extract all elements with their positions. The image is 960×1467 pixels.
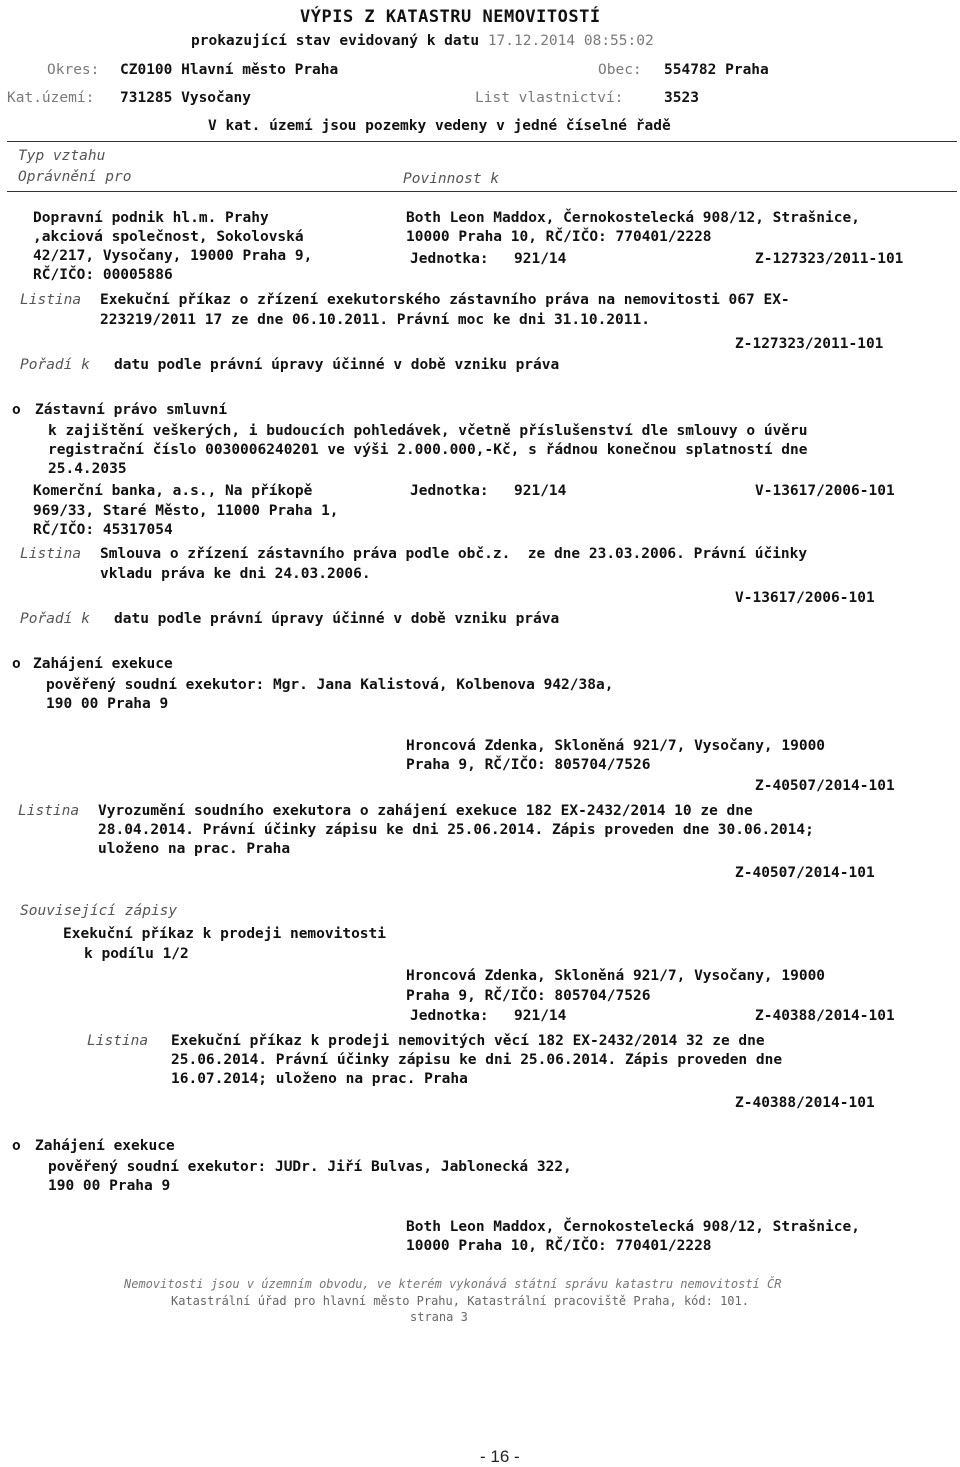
entry1-creditor-line-3: 42/217, Vysočany, 19000 Praha 9, bbox=[33, 248, 313, 264]
entry3-listina-label: Listina bbox=[18, 803, 80, 819]
subtitle-prefix: prokazující stav evidovaný k datu bbox=[191, 33, 480, 49]
entry3-desc-line-2: 190 00 Praha 9 bbox=[46, 696, 169, 712]
footer-line-1: Nemovitosti jsou v územním obvodu, ve kterém vykonává státní správu katastru nemovitostí ČR bbox=[124, 1277, 782, 1291]
souvisejici-heading-line-1: Exekuční příkaz k prodeji nemovitosti bbox=[63, 926, 387, 942]
entry2-reference: V-13617/2006-101 bbox=[755, 483, 895, 499]
obec-label: Obec: bbox=[598, 62, 642, 78]
column-povinnost-k: Povinnost k bbox=[403, 171, 500, 187]
entry3-listina-line-2: 28.04.2014. Právní účinky zápisu ke dni 25.06.2014. Zápis proveden dne 30.06.2014; bbox=[98, 822, 814, 838]
entry2-creditor-line-3: RČ/IČO: 45317054 bbox=[33, 522, 173, 538]
entry2-listina-label: Listina bbox=[20, 546, 82, 562]
entry2-desc-line-1: k zajištění veškerých, i budoucích pohledávek, včetně příslušenství dle smlouvy o úvěru bbox=[48, 423, 808, 439]
souvisejici-listina-line-2: 25.06.2014. Právní účinky zápisu ke dni 25.06.2014. Zápis proveden dne bbox=[171, 1052, 783, 1068]
souvisejici-heading-line-2: k podílu 1/2 bbox=[84, 946, 189, 962]
entry3-listina-line-1: Vyrozumění soudního exekutora o zahájení exekuce 182 EX-2432/2014 10 ze dne bbox=[98, 803, 753, 819]
souvisejici-zapisy-label: Související zápisy bbox=[20, 903, 178, 919]
list-vlastnictvi-label: List vlastnictví: bbox=[475, 90, 624, 106]
souvisejici-obligor-line-1: Hroncová Zdenka, Skloněná 921/7, Vysočany, 19000 bbox=[406, 968, 826, 984]
entry3-heading: Zahájení exekuce bbox=[33, 656, 173, 672]
entry1-poradi-label: Pořadí k bbox=[20, 357, 90, 373]
katuzemi-value: 731285 Vysočany bbox=[120, 90, 251, 106]
entry3-obligor-line-1: Hroncová Zdenka, Skloněná 921/7, Vysočany, 19000 bbox=[406, 738, 826, 754]
entry4-desc-line-1: pověřený soudní exekutor: JUDr. Jiří Bulvas, Jablonecká 322, bbox=[48, 1159, 572, 1175]
entry1-creditor-line-1: Dopravní podnik hl.m. Prahy bbox=[33, 210, 269, 226]
entry4-heading: Zahájení exekuce bbox=[35, 1138, 175, 1154]
extract-timestamp: 17.12.2014 08:55:02 bbox=[487, 33, 654, 49]
column-typ-vztahu: Typ vztahu bbox=[18, 148, 106, 164]
entry3-obligor-line-2: Praha 9, RČ/IČO: 805704/7526 bbox=[406, 757, 651, 773]
entry3-reference: Z-40507/2014-101 bbox=[755, 778, 895, 794]
list-vlastnictvi-value: 3523 bbox=[664, 90, 699, 106]
footer-line-2: Katastrální úřad pro hlavní město Prahu, Katastrální pracoviště Praha, kód: 101. bbox=[171, 1294, 749, 1308]
entry4-desc-line-2: 190 00 Praha 9 bbox=[48, 1178, 171, 1194]
souvisejici-listina-label: Listina bbox=[87, 1033, 149, 1049]
entry2-desc-line-3: 25.4.2035 bbox=[48, 461, 127, 477]
okres-value: CZ0100 Hlavní město Praha bbox=[120, 62, 339, 78]
entry1-listina-label: Listina bbox=[20, 292, 82, 308]
entry3-listina-reference: Z-40507/2014-101 bbox=[735, 865, 875, 881]
souvisejici-listina-line-1: Exekuční příkaz k prodeji nemovitých věcí 182 EX-2432/2014 32 ze dne bbox=[171, 1033, 765, 1049]
okres-label: Okres: bbox=[47, 62, 100, 78]
entry2-poradi-text: datu podle právní úpravy účinné v době vzniku práva bbox=[114, 611, 560, 627]
obec-value: 554782 Praha bbox=[664, 62, 769, 78]
header-divider bbox=[7, 141, 957, 142]
katuzemi-label: Kat.území: bbox=[7, 90, 95, 106]
entry1-unit-value: 921/14 bbox=[514, 251, 567, 267]
entry1-poradi-text: datu podle právní úpravy účinné v době vzniku práva bbox=[114, 357, 560, 373]
entry1-listina-line-1: Exekuční příkaz o zřízení exekutorského zástavního práva na nemovitosti 067 EX- bbox=[100, 292, 790, 308]
entry2-heading: Zástavní právo smluvní bbox=[35, 402, 228, 418]
entry2-listina-reference: V-13617/2006-101 bbox=[735, 590, 875, 606]
page-number: - 16 - bbox=[480, 1447, 520, 1466]
entry2-bullet: o bbox=[12, 402, 21, 418]
footer-line-3: strana 3 bbox=[410, 1310, 468, 1324]
entry1-unit-label: Jednotka: bbox=[410, 251, 489, 267]
entry3-listina-line-3: uloženo na prac. Praha bbox=[98, 841, 291, 857]
entry1-creditor-line-2: ,akciová společnost, Sokolovská bbox=[33, 229, 304, 245]
entry4-obligor-line-2: 10000 Praha 10, RČ/IČO: 770401/2228 bbox=[406, 1238, 712, 1254]
entry2-listina-line-1: Smlouva o zřízení zástavního práva podle obč.z. ze dne 23.03.2006. Právní účinky bbox=[100, 546, 808, 562]
cadastral-note: V kat. území jsou pozemky vedeny v jedné číselné řadě bbox=[208, 118, 671, 134]
entry1-reference: Z-127323/2011-101 bbox=[755, 251, 904, 267]
entry1-listina-reference: Z-127323/2011-101 bbox=[735, 336, 884, 352]
document-title: VÝPIS Z KATASTRU NEMOVITOSTÍ bbox=[300, 7, 601, 27]
entry1-creditor-line-4: RČ/IČO: 00005886 bbox=[33, 267, 173, 283]
entry2-unit-label: Jednotka: bbox=[410, 483, 489, 499]
souvisejici-unit-label: Jednotka: bbox=[410, 1008, 489, 1024]
entry2-desc-line-2: registrační číslo 0030006240201 ve výši 2.000.000,-Kč, s řádnou konečnou splatností dne bbox=[48, 442, 808, 458]
entry1-obligor-line-1: Both Leon Maddox, Černokostelecká 908/12, Strašnice, bbox=[406, 210, 860, 226]
column-opravneni-pro: Oprávnění pro bbox=[18, 169, 132, 185]
souvisejici-reference: Z-40388/2014-101 bbox=[755, 1008, 895, 1024]
entry1-listina-line-2: 223219/2011 17 ze dne 06.10.2011. Právní moc ke dni 31.10.2011. bbox=[100, 312, 650, 328]
entry4-bullet: o bbox=[12, 1138, 21, 1154]
entry2-creditor-line-2: 969/33, Staré Město, 11000 Praha 1, bbox=[33, 503, 339, 519]
souvisejici-obligor-line-2: Praha 9, RČ/IČO: 805704/7526 bbox=[406, 988, 651, 1004]
entry2-creditor-line-1: Komerční banka, a.s., Na příkopě bbox=[33, 483, 313, 499]
entry2-listina-line-2: vkladu práva ke dni 24.03.2006. bbox=[100, 566, 371, 582]
souvisejici-unit-value: 921/14 bbox=[514, 1008, 567, 1024]
souvisejici-listina-reference: Z-40388/2014-101 bbox=[735, 1095, 875, 1111]
column-divider bbox=[7, 191, 957, 192]
entry2-unit-value: 921/14 bbox=[514, 483, 567, 499]
entry4-obligor-line-1: Both Leon Maddox, Černokostelecká 908/12, Strašnice, bbox=[406, 1219, 860, 1235]
entry3-bullet: o bbox=[12, 656, 21, 672]
entry2-poradi-label: Pořadí k bbox=[20, 611, 90, 627]
souvisejici-listina-line-3: 16.07.2014; uloženo na prac. Praha bbox=[171, 1071, 468, 1087]
document-subtitle bbox=[191, 32, 654, 52]
entry1-obligor-line-2: 10000 Praha 10, RČ/IČO: 770401/2228 bbox=[406, 229, 712, 245]
entry3-desc-line-1: pověřený soudní exekutor: Mgr. Jana Kalistová, Kolbenova 942/38a, bbox=[46, 677, 614, 693]
